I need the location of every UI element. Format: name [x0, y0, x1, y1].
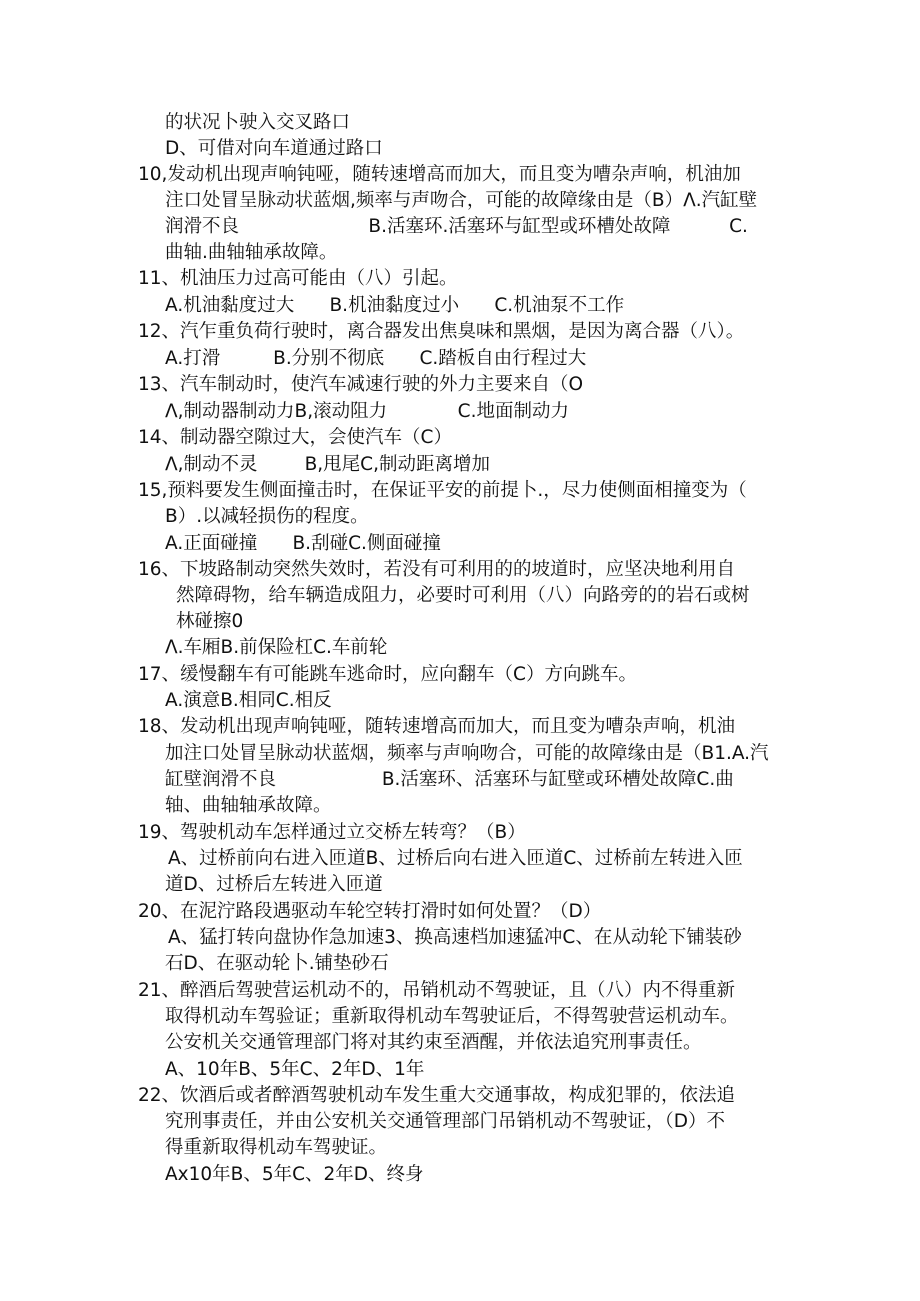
- text-line: 曲轴.曲轴轴承故障。: [165, 242, 338, 263]
- options-15: A.正面碰撞 B.刮碰C.侧面碰撞: [165, 533, 441, 554]
- question-13: 13、汽车制动时，使汽车减速行驶的外力主要来自（O: [138, 374, 584, 395]
- question-18: 18、发动机出现声响钝哑，随转速增高而加大，而且变为嘈杂声响，机油: [138, 716, 736, 737]
- options-16: Λ.车厢B.前保险杠C.车前轮: [165, 637, 388, 658]
- question-21: 21、醉酒后驾驶营运机动不的，吊销机动不驾驶证，且（八）内不得重新: [138, 980, 736, 1001]
- text-line: 的状况卜驶入交叉路口: [165, 112, 351, 133]
- text-line: 加注口处冒呈脉动状蓝烟，频率与声响吻合，可能的故障缘由是（B1.A.汽: [165, 743, 769, 764]
- options-12: A.打滑 B.分别不彻底 C.踏板自由行程过大: [165, 348, 587, 369]
- options-20: A、猛打转向盘协作急加速3、换高速档加速猛冲C、在从动轮下铺装砂: [168, 927, 742, 948]
- text-line: 润滑不良 B.活塞环.活塞环与缸型或环槽处故障 C.: [165, 216, 748, 237]
- question-19: 19、驾驶机动车怎样通过立交桥左转弯？（B）: [138, 822, 526, 843]
- options-11: A.机油黏度过大 B.机油黏度过小 C.机油泵不工作: [165, 295, 625, 316]
- text-line: 公安机关交通管理部门将对其约束至酒醒，并依法追究刑事责任。: [165, 1032, 702, 1053]
- options-14: Λ,制动不灵 B,甩尾C,制动距离增加: [165, 454, 490, 475]
- question-11: 11、机油压力过高可能由（八）引起。: [138, 268, 458, 289]
- options-17: A.演意B.相同C.相反: [165, 690, 332, 711]
- question-10: 10,发动机出现声响钝哑，随转速增高而加大，而且变为嘈杂声响，机油加: [138, 164, 741, 185]
- text-line: 取得机动车驾验证；重新取得机动车驾驶证后，不得驾驶营运机动车。: [165, 1006, 739, 1027]
- text-line: 究刑事责任，并由公安机关交通管理部门吊销机动不驾驶证，（D）不: [165, 1111, 725, 1132]
- text-line: 得重新取得机动车驾驶证。: [165, 1137, 388, 1158]
- question-16: 16、下坡路制动突然失效时，若没有可利用的的坡道时，应坚决地利用自: [138, 559, 736, 580]
- text-line: 缸壁润滑不良 B.活塞环、活塞环与缸壁或环槽处故障C.曲: [165, 769, 734, 790]
- question-22: 22、饮酒后或者醉酒驾驶机动车发生重大交通事故，构成犯罪的，依法追: [138, 1085, 736, 1106]
- options-19: A、过桥前向右进入匝道B、过桥后向右进入匝道C、过桥前左转进入匝: [168, 848, 743, 869]
- text-line: B）.以减轻损伤的程度。: [165, 506, 369, 527]
- text-line: 道D、过桥后左转进入匝道: [165, 874, 383, 895]
- question-12: 12、汽乍重负荷行驶时，离合器发出焦臭味和黑烟，是因为离合器（八）。: [138, 321, 745, 342]
- text-line: 林碰擦0: [176, 611, 244, 632]
- options-13: Λ,制动器制动力B,滚动阻力 C.地面制动力: [165, 401, 569, 422]
- text-line: 石D、在驱动轮卜.铺垫砂石: [165, 953, 389, 974]
- question-17: 17、缓慢翻车有可能跳车逃命时，应向翻车（C）方向跳车。: [138, 664, 637, 685]
- text-line: 然障碍物，给车辆造成阻力，必要时可利用（八）向路旁的的岩石或树: [176, 585, 750, 606]
- question-20: 20、在泥泞路段遇驱动车轮空转打滑时如何处置？（D）: [138, 901, 602, 922]
- text-line: 注口处冒呈脉动状蓝烟,频率与声吻合，可能的故障缘由是（B）Λ.汽缸壁: [165, 190, 758, 211]
- text-line: 轴、曲轴轴承故障。: [165, 795, 332, 816]
- options-21: A、10年B、5年C、2年D、1年: [165, 1059, 425, 1080]
- question-14: 14、制动器空隙过大，会使汽车（C）: [138, 427, 452, 448]
- options-22: Ax10年B、5年C、2年D、终身: [165, 1164, 424, 1185]
- text-line: D、可借对向车道通过路口: [165, 138, 383, 159]
- question-15: 15,预料要发生侧面撞击时，在保证平安的前提卜.，尽力使侧面相撞变为（: [138, 480, 747, 501]
